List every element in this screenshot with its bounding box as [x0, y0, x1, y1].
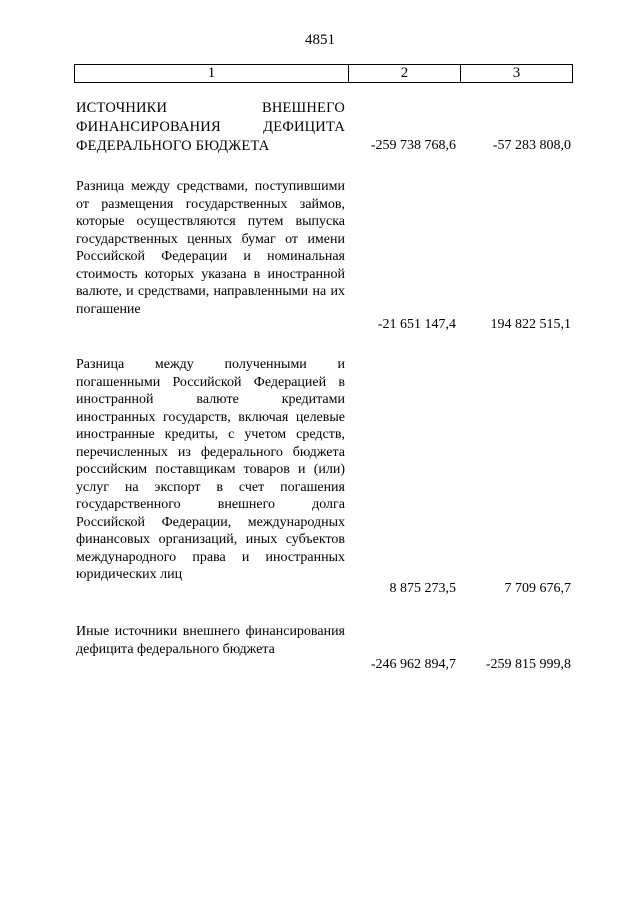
row-value-col3: -259 815 999,8: [485, 657, 571, 672]
row-label: ИСТОЧНИКИ ВНЕШНЕГО ФИНАНСИРОВАНИЯ ДЕФИЦИТА ФЕДЕРАЛЬНОГО БЮДЖЕТА: [76, 100, 345, 154]
row-label: Разница между полученными и погашенными Российской Федерацией в иностранной валюте кредитами иностранных государств, включая целевые иностранные кредиты, с учетом средств, перечисленных из федерального бюджета российским поставщикам товаров и (или) услуг на экспорт в счет погашения государственного внешнего долга Российской Федерации, международных финансовых организаций, иных субъектов международного права и иностранных юридических лиц: [76, 357, 345, 582]
column-header-2: 2: [349, 65, 461, 82]
table-row-total: [76, 99, 573, 159]
row-value-col2: -246 962 894,7: [370, 657, 456, 672]
row-value-col2: 8 875 273,5: [389, 581, 456, 596]
page-number: 4851: [305, 32, 335, 48]
row-value-col3: -57 283 808,0: [492, 138, 571, 153]
row-value-col3: 7 709 676,7: [504, 581, 571, 596]
table-header: [74, 64, 573, 83]
row-value-col3: 194 822 515,1: [490, 317, 571, 332]
row-value-col2: -259 738 768,6: [370, 138, 456, 153]
row-label: Разница между средствами, поступившими от размещения государственных займов, которые осуществляются путем выпуска государственных ценных бумаг от имени Российской Федерации и номинальная стоимость которых указана в иностранной валюте, и средствами, направленными на их погашение: [76, 179, 345, 317]
row-value-col2: -21 651 147,4: [377, 317, 456, 332]
table-row: [76, 623, 573, 678]
table-row: [76, 356, 573, 601]
table-row: [76, 178, 573, 338]
column-header-3: 3: [512, 65, 521, 81]
column-header-1: 1: [75, 65, 349, 82]
row-label: Иные источники внешнего финансирования дефицита федерального бюджета: [76, 624, 345, 657]
